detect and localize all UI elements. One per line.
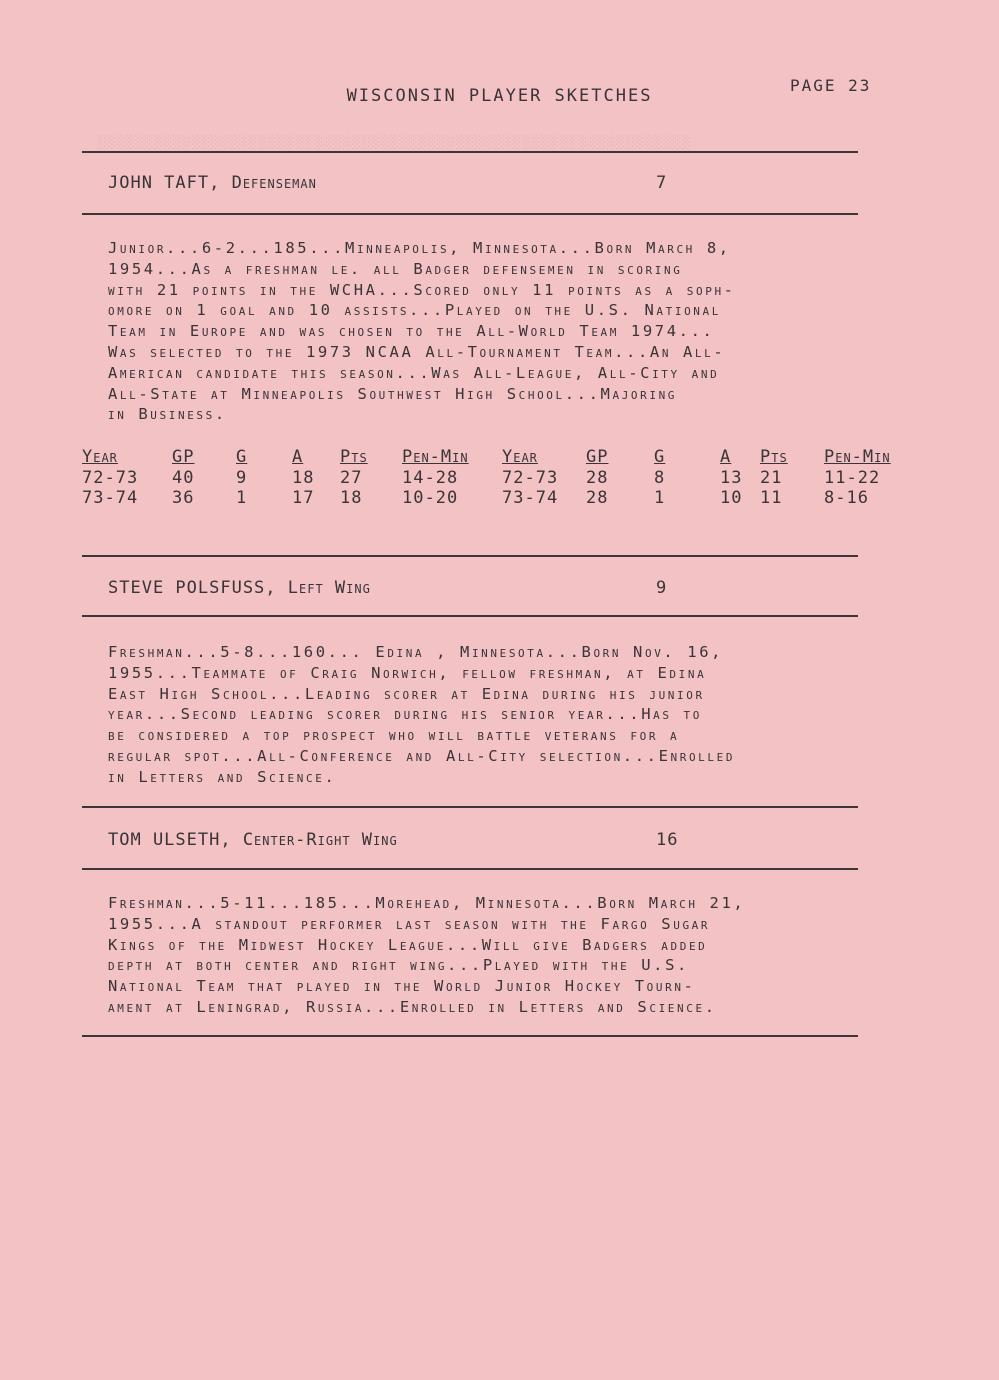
- stats-header-cell: G: [236, 447, 248, 467]
- stats-cell: 17: [292, 488, 315, 508]
- stats-header-cell: Pen-Min: [824, 447, 891, 467]
- stats-cell: 1: [654, 488, 666, 508]
- stats-cell: 11: [760, 488, 783, 508]
- stats-cell: 73-74: [502, 488, 559, 508]
- stats-header-cell: A: [720, 447, 732, 467]
- stats-cell: 1: [236, 488, 248, 508]
- stats-cell: 72-73: [502, 468, 559, 488]
- stats-cell: 10: [720, 488, 743, 508]
- stats-cell: 21: [760, 468, 783, 488]
- stats-table: [82, 446, 914, 508]
- stats-cell: 13: [720, 468, 743, 488]
- stats-header-cell: Year: [82, 447, 118, 467]
- table-row: [82, 488, 914, 508]
- stats-header-row: [82, 446, 914, 468]
- stats-cell: 18: [292, 468, 315, 488]
- stats-header-cell: G: [654, 447, 666, 467]
- player-number: 9: [656, 578, 668, 598]
- player-number: 7: [656, 173, 668, 193]
- stats-header-cell: A: [292, 447, 304, 467]
- stats-cell: 18: [340, 488, 363, 508]
- stats-cell: 9: [236, 468, 248, 488]
- show-through-texture: ░░░░░░░░░░░░░░░░░░░░░░░░░░░░░░░░░░░░░░░░░░░░░░░░░░░░░░░░░░░░░░░: [97, 136, 692, 152]
- table-row: [82, 468, 914, 488]
- stats-cell: 8: [654, 468, 666, 488]
- player-name: JOHN TAFT, Defenseman: [108, 173, 317, 193]
- player-heading: [108, 578, 808, 598]
- stats-header-cell: Year: [502, 447, 538, 467]
- stats-cell: 28: [586, 468, 609, 488]
- player-heading: [108, 830, 808, 850]
- player-name: TOM ULSETH, Center-Right Wing: [108, 830, 398, 850]
- stats-cell: 27: [340, 468, 363, 488]
- stats-cell: 14-28: [402, 468, 459, 488]
- stats-header-cell: GP: [172, 447, 195, 467]
- divider: [82, 213, 858, 215]
- stats-cell: 72-73: [82, 468, 139, 488]
- player-name: STEVE POLSFUSS, Left Wing: [108, 578, 371, 598]
- page-title: WISCONSIN PLAYER SKETCHES: [346, 86, 653, 106]
- divider: [82, 555, 858, 557]
- divider: [82, 806, 858, 808]
- stats-cell: 36: [172, 488, 195, 508]
- divider: [82, 868, 858, 870]
- stats-header-cell: GP: [586, 447, 609, 467]
- divider: [82, 151, 858, 153]
- page-number: PAGE 23: [790, 76, 872, 95]
- stats-cell: 73-74: [82, 488, 139, 508]
- stats-header-cell: Pen-Min: [402, 447, 469, 467]
- player-heading: [108, 173, 808, 193]
- stats-cell: 28: [586, 488, 609, 508]
- stats-header-cell: Pts: [340, 447, 368, 467]
- player-bio: Freshman...5-8...160... Edina , Minnesota...Born Nov. 16, 1955...Teammate of Craig Norwich, fellow freshman, at Edina East High School...Leading scorer at Edina during his junior year...Second leading scorer during his senior year...Has to be considered a top prospect who will battle veterans for a regular spot...All-Conference and All-City selection...Enrolled in Letters and Science.: [108, 643, 736, 786]
- stats-header-cell: Pts: [760, 447, 788, 467]
- stats-cell: 10-20: [402, 488, 459, 508]
- player-bio: Freshman...5-11...185...Morehead, Minnesota...Born March 21, 1955...A standout performer last season with the Fargo Sugar Kings of the Midwest Hockey League...Will give Badgers added depth at both center and right wing...Played with the U.S. National Team that played in the World Junior Hockey Tourn- ament at Leningrad, Russia...Enrolled in Letters and Science.: [108, 894, 746, 1016]
- stats-cell: 40: [172, 468, 195, 488]
- divider: [82, 615, 858, 617]
- player-bio: Junior...6-2...185...Minneapolis, Minnesota...Born March 8, 1954...As a freshman le. all Badger defensemen in scoring with 21 points in the WCHA...Scored only 11 points as a soph- omore on 1 goal and 10 assists...Played on the U.S. National Team in Europe and was chosen to the All-World Team 1974... Was selected to the 1973 NCAA All-Tournament Team...An All- American candidate this season...Was All-League, All-City and All-State at Minneapolis Southwest High School...Majoring in Business.: [108, 239, 736, 424]
- stats-cell: 8-16: [824, 488, 869, 508]
- player-number: 16: [656, 830, 679, 850]
- stats-cell: 11-22: [824, 468, 881, 488]
- divider: [82, 1035, 858, 1037]
